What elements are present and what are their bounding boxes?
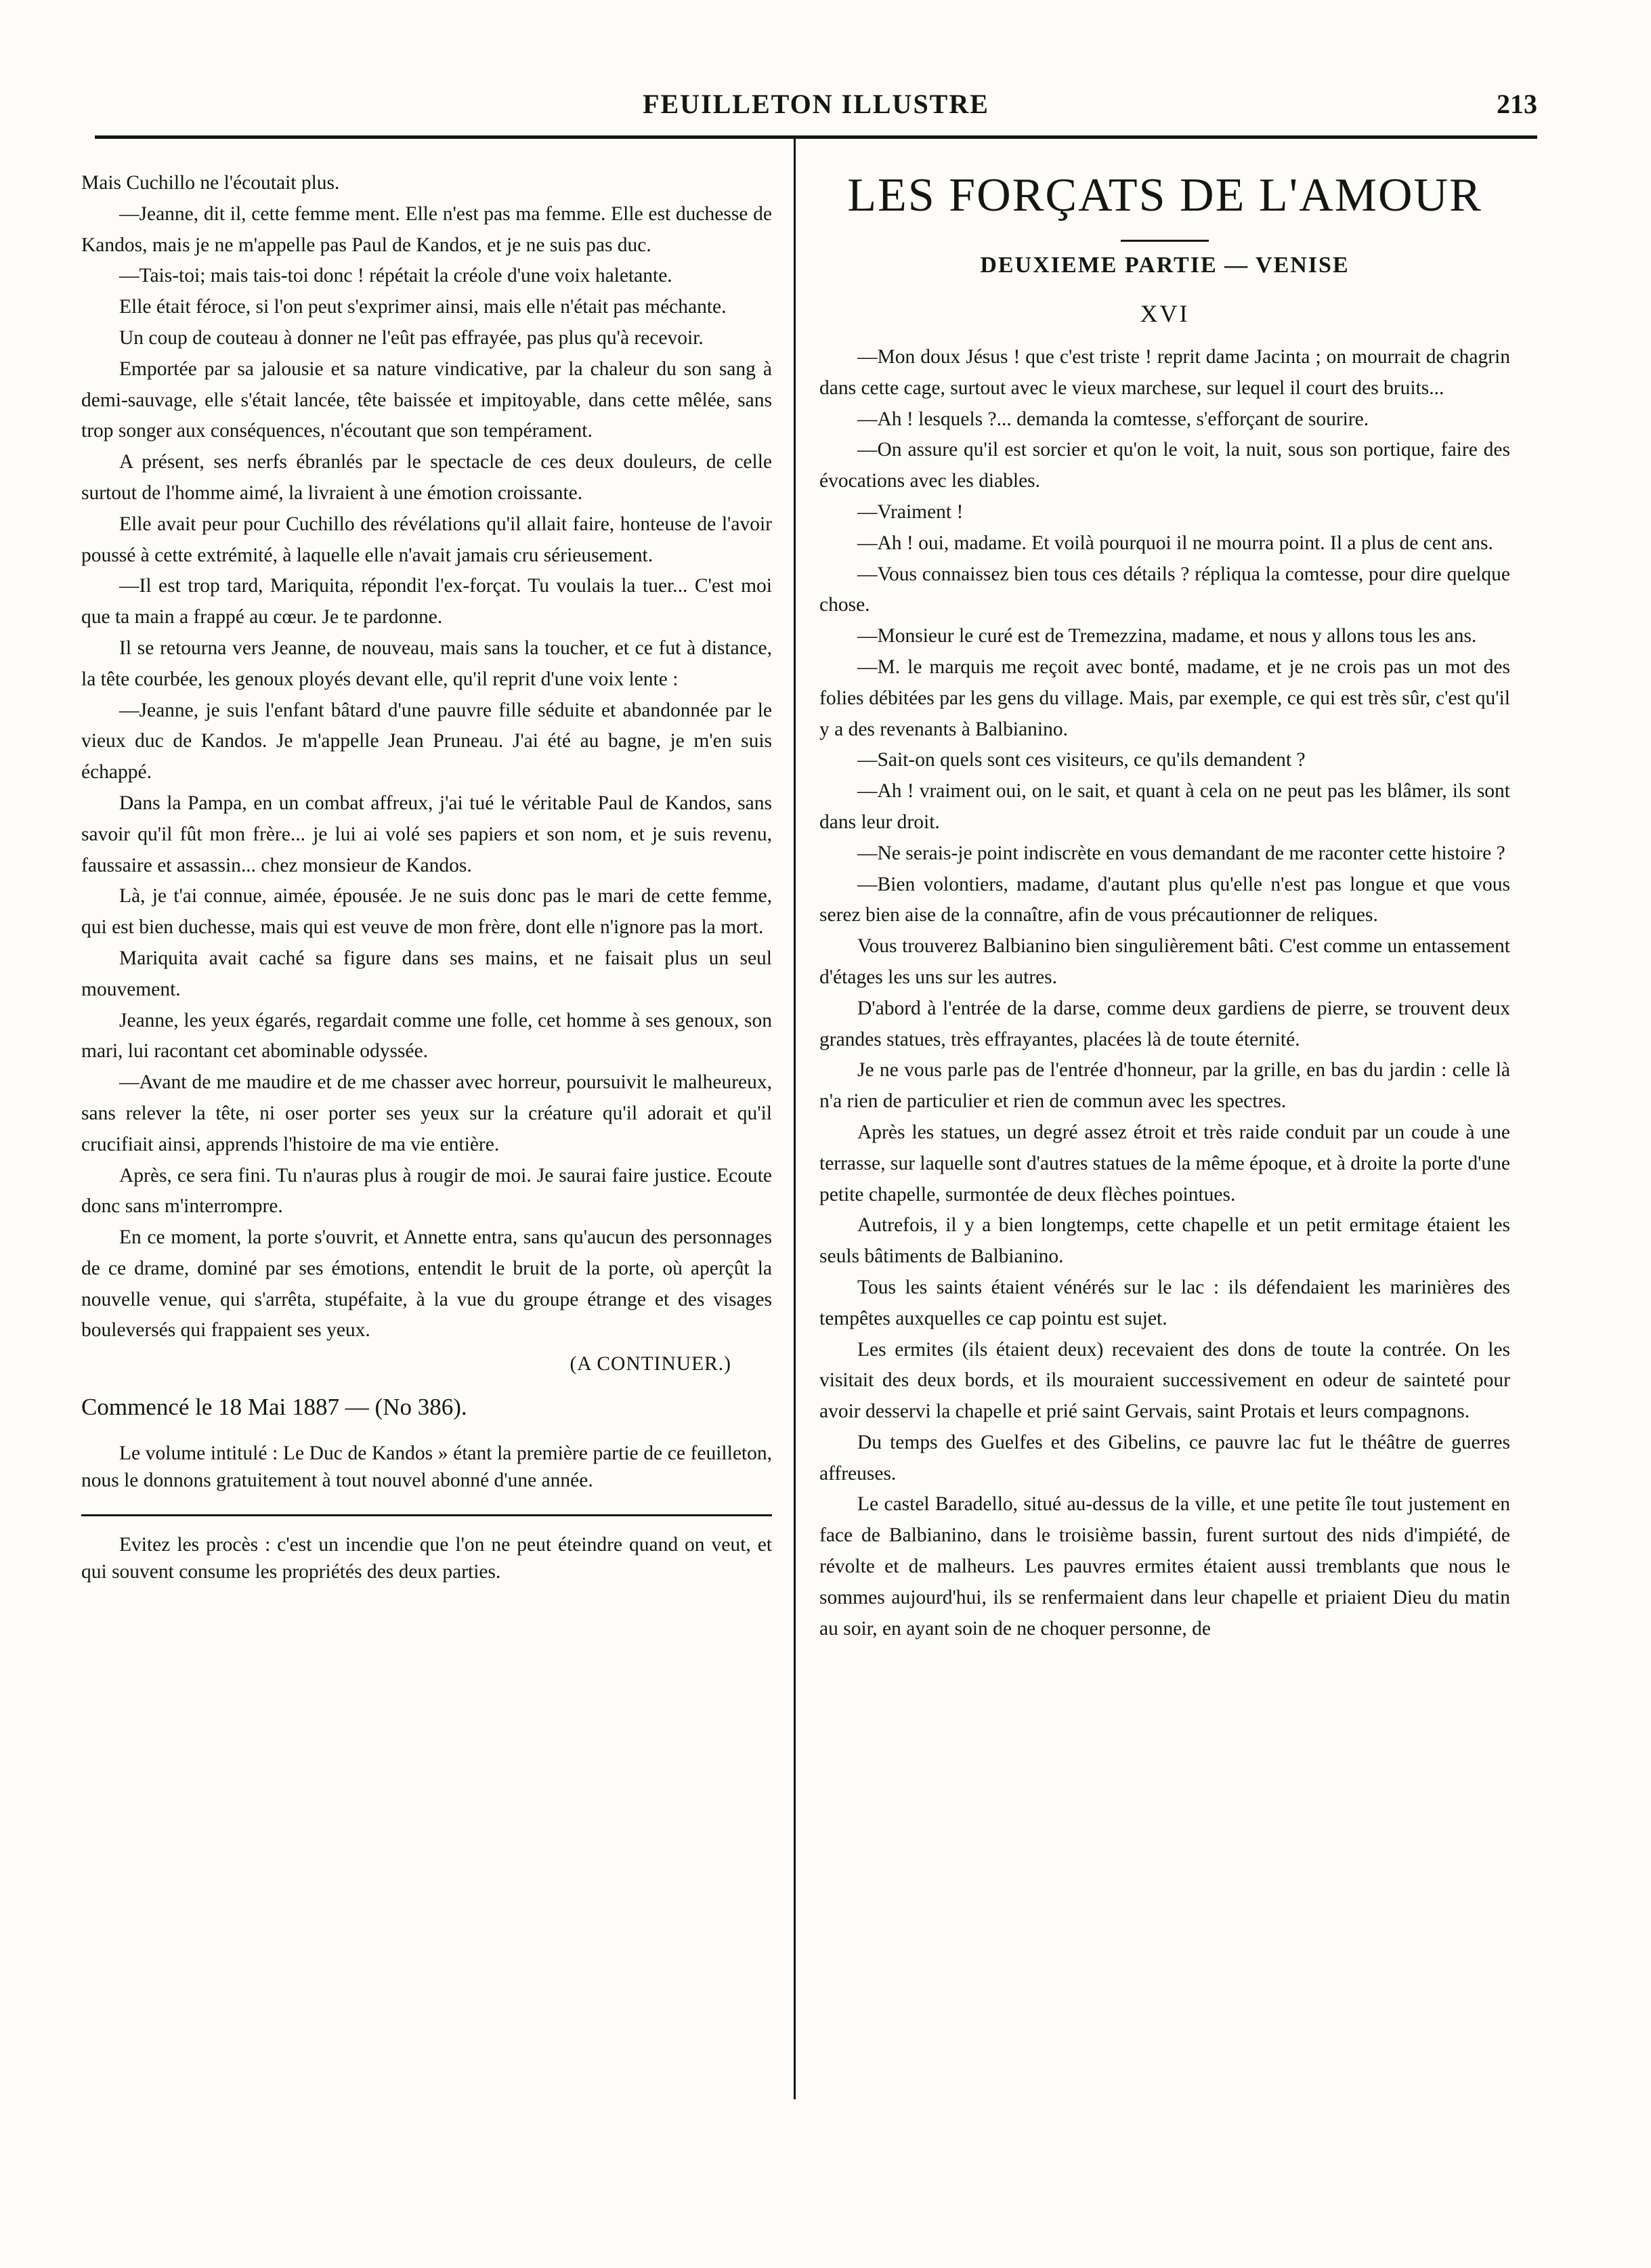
paragraph: —Sait-on quels sont ces visiteurs, ce qu'ils demandent ? (857, 749, 1306, 771)
paragraph: —Monsieur le curé est de Tremezzina, madame, et nous y allons tous les ans. (857, 625, 1477, 647)
paragraph: Mais Cuchillo ne l'écoutait plus. (81, 172, 340, 194)
paragraph: —On assure qu'il est sorcier et qu'on le voit, la nuit, sous son portique, faire des évocations avec les diables. (819, 439, 1510, 492)
paragraph: Mariquita avait caché sa figure dans ses mains, et ne faisait plus un seul mouvement. (81, 947, 772, 1000)
right-column (819, 168, 1510, 1644)
paragraph: Le castel Baradello, situé au-dessus de la ville, et une petite île tout justement en face de Balbianino, dans le troisième bassin, furent surtout des nids d'impiété, de révolte et de malheurs. Les pauvres ermites étaient aussi tremblants que nous le sommes aujourd'hui, ils se renfermaient dans leur chapelle et priaient Dieu du matin au soir, en ayant soin de ne choquer personne, de (819, 1493, 1510, 1640)
paragraph: Les ermites (ils étaient deux) recevaient des dons de toute la contrée. On les visitait des deux bords, et ils mouraient successivement en odeur de sainteté pour avoir desservi la chapelle et prié saint Gervais, saint Protais et leurs compagnons. (819, 1338, 1510, 1423)
paragraph: —Ne serais-je point indiscrète en vous demandant de me raconter cette histoire ? (857, 842, 1505, 864)
paragraph: Elle était féroce, si l'on peut s'exprimer ainsi, mais elle n'était pas méchante. (119, 296, 727, 318)
chapter-number: XVI (1140, 300, 1190, 327)
volume-note: Le volume intitulé : Le Duc de Kandos » étant la première partie de ce feuilleton, nous le donnons gratuitement à tout nouvel abonné d'une année. (81, 1442, 772, 1492)
part-title: DEUXIEME PARTIE — VENISE (980, 253, 1350, 278)
to-be-continued-note: (A CONTINUER.) (570, 1353, 731, 1375)
paragraph: Après les statues, un degré assez étroit et très raide conduit par un coude à une terrasse, sur laquelle sont d'autres statues de la même époque, et à droite la porte d'une petite chapelle, surmontée de deux flèches pointues. (819, 1121, 1510, 1205)
paragraph: —Tais-toi; mais tais-toi donc ! répétait la créole d'une voix haletante. (119, 265, 672, 287)
story-title: LES FORÇATS DE L'AMOUR (847, 169, 1482, 221)
paragraph: Du temps des Guelfes et des Gibelins, ce pauvre lac fut le théâtre de guerres affreuses. (819, 1431, 1510, 1484)
left-column (81, 168, 772, 1585)
paragraph: —Ah ! oui, madame. Et voilà pourquoi il ne mourra point. Il a plus de cent ans. (857, 532, 1493, 554)
paragraph: —Bien volontiers, madame, d'autant plus qu'elle n'est pas longue et que vous serez bien aise de la connaître, afin de vous précautionner de reliques. (819, 873, 1510, 926)
paragraph: Un coup de couteau à donner ne l'eût pas effrayée, pas plus qu'à recevoir. (119, 326, 704, 349)
paragraph: Tous les saints étaient vénérés sur le lac : ils défendaient les marinières des tempêtes auxquelles ce cap pointu est sujet. (819, 1276, 1510, 1329)
paragraph: Dans la Pampa, en un combat affreux, j'ai tué le véritable Paul de Kandos, sans savoir qu'il fût mon frère... je lui ai volé ses papiers et son nom, et je suis revenu, faussaire et assassin... chez monsieur de Kandos. (81, 792, 772, 876)
title-rule (1121, 240, 1209, 242)
paragraph: —Vraiment ! (857, 500, 964, 523)
paragraph: —Mon doux Jésus ! que c'est triste ! reprit dame Jacinta ; on mourrait de chagrin dans cette cage, surtout avec le vieux marchese, sur lequel il court des bruits... (819, 346, 1510, 399)
paragraph: —Avant de me maudire et de me chasser avec horreur, poursuivit le malheureux, sans relever la tête, ni oser porter ses yeux sur la créature qu'il adorait et qu'il crucifiait ainsi, apprends l'histoire de ma vie entière. (81, 1071, 772, 1155)
column-divider (794, 135, 796, 2099)
maxim-paragraph: Evitez les procès : c'est un incendie que l'on ne peut éteindre quand on veut, et qui souvent consume les propriétés des deux parties. (81, 1534, 772, 1583)
paragraph: —M. le marquis me reçoit avec bonté, madame, et je ne crois pas un mot des folies débitées par les gens du village. Mais, par exemple, ce qui est très sûr, c'est qu'il y a des revenants à Balbianino. (819, 656, 1510, 740)
paragraph: D'abord à l'entrée de la darse, comme deux gardiens de pierre, se trouvent deux grandes statues, très effrayantes, placées là de toute éternité. (819, 997, 1510, 1050)
running-title: FEUILLETON ILLUSTRE (643, 89, 989, 119)
paragraph: —Jeanne, je suis l'enfant bâtard d'une pauvre fille séduite et abandonnée par le vieux duc de Kandos. Je m'appelle Jean Pruneau. J'ai été au bagne, je m'en suis échappé. (81, 699, 772, 784)
paragraph: Il se retourna vers Jeanne, de nouveau, mais sans la toucher, et ce fut à distance, la tête courbée, les genoux ployés devant elle, qu'il reprit d'une voix lente : (81, 637, 772, 690)
paragraph: Après, ce sera fini. Tu n'auras plus à rougir de moi. Je saurai faire justice. Ecoute donc sans m'interrompre. (81, 1164, 772, 1218)
paragraph: Jeanne, les yeux égarés, regardait comme une folle, cet homme à ses genoux, son mari, lui racontant cet abominable odyssée. (81, 1009, 772, 1063)
paragraph: Autrefois, il y a bien longtemps, cette chapelle et un petit ermitage étaient les seuls bâtiments de Balbianino. (819, 1214, 1510, 1268)
paragraph: En ce moment, la porte s'ouvrit, et Annette entra, sans qu'aucun des personnages de ce drame, dominé par ses émotions, entendit le bruit de la porte, où aperçût la nouvelle venue, qui s'arrêta, stupéfaite, à la vue du groupe étrange et des visages bouleversés qui frappaient ses yeux. (81, 1226, 772, 1342)
paragraph: —Ah ! vraiment oui, on le sait, et quant à cela on ne peut pas les blâmer, ils sont dans leur droit. (819, 780, 1510, 833)
page-header (95, 81, 1537, 135)
commenced-date-line: Commencé le 18 Mai 1887 — (No 386). (81, 1394, 467, 1421)
paragraph: —Il est trop tard, Mariquita, répondit l'ex-forçat. Tu voulais la tuer... C'est moi que ta main a frappé au cœur. Je te pardonne. (81, 575, 772, 628)
section-rule (81, 1514, 772, 1516)
paragraph: —Ah ! lesquels ?... demanda la comtesse, s'efforçant de sourire. (857, 408, 1369, 430)
paragraph: Là, je t'ai connue, aimée, épousée. Je ne suis donc pas le mari de cette femme, qui est bien duchesse, mais qui est veuve de mon frère, dont elle n'ignore pas la mort. (81, 885, 772, 939)
header-rule (95, 135, 1537, 139)
paragraph: —Jeanne, dit il, cette femme ment. Elle n'est pas ma femme. Elle est duchesse de Kandos, mais je ne m'appelle pas Paul de Kandos, et je ne suis pas duc. (81, 202, 772, 256)
paragraph: Vous trouverez Balbianino bien singulièrement bâti. C'est comme un entassement d'étages les uns sur les autres. (819, 935, 1510, 988)
paragraph: Emportée par sa jalousie et sa nature vindicative, par la chaleur du son sang à demi-sauvage, elle s'était lancée, tête baissée et impitoyable, dans cette mêlée, sans trop songer aux conséquences, n'écoutant que son tempérament. (81, 358, 772, 442)
paragraph: Je ne vous parle pas de l'entrée d'honneur, par la grille, en bas du jardin : celle là n'a rien de particulier et rien de commun avec les spectres. (819, 1059, 1510, 1113)
page-number: 213 (1497, 89, 1537, 119)
paragraph: —Vous connaissez bien tous ces détails ? répliqua la comtesse, pour dire quelque chose. (819, 563, 1510, 616)
paragraph: Elle avait peur pour Cuchillo des révélations qu'il allait faire, honteuse de l'avoir poussé à cette extrémité, à laquelle elle n'avait jamais cru sérieusement. (81, 513, 772, 566)
paragraph: A présent, ses nerfs ébranlés par le spectacle de ces deux douleurs, de celle surtout de l'homme aimé, la livraient à une émotion croissante. (81, 451, 772, 504)
